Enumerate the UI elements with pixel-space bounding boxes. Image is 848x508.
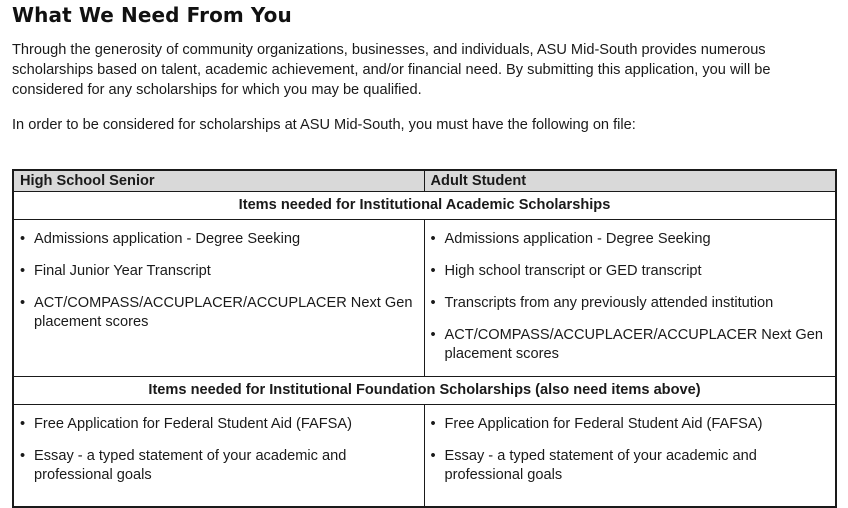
adult-academic-cell [424,220,836,377]
list-item: • High school transcript or GED transcript [425,262,836,281]
high-school-foundation-list [14,415,424,485]
scholarship-requirements-table [12,169,837,508]
column-header-adult-student: Adult Student [424,170,836,192]
section-title-foundation-scholarships: Items needed for Institutional Foundation Scholarships (also need items above) [13,377,836,405]
section-row-academic [13,192,836,220]
list-item: • Free Application for Federal Student Aid (FAFSA) [425,415,836,434]
list-item: • Admissions application - Degree Seeking [425,230,836,249]
intro-paragraph: Through the generosity of community organizations, businesses, and individuals, ASU Mid-South provides numerous scholarships based on talent, academic achievement, and/or financial need. By submitting this application, you will be considered for any scholarships for which you may be qualified. [12,42,771,98]
list-item: • ACT/COMPASS/ACCUPLACER/ACCUPLACER Next Gen placement scores [14,294,424,332]
list-item: • Free Application for Federal Student Aid (FAFSA) [14,415,424,434]
page-title: What We Need From You [12,3,292,27]
section-row-foundation [13,377,836,405]
adult-foundation-cell [424,405,836,508]
items-row-academic [13,220,836,377]
list-item: • ACT/COMPASS/ACCUPLACER/ACCUPLACER Next Gen placement scores [425,326,836,364]
adult-academic-list [425,230,836,364]
list-item: • Admissions application - Degree Seeking [14,230,424,249]
requirement-paragraph: In order to be considered for scholarships at ASU Mid-South, you must have the following on file: [12,117,636,133]
items-row-foundation [13,405,836,508]
section-title-academic-scholarships: Items needed for Institutional Academic Scholarships [13,192,836,220]
adult-foundation-list [425,415,836,485]
high-school-academic-cell [13,220,424,377]
high-school-foundation-cell [13,405,424,508]
list-item: • Final Junior Year Transcript [14,262,424,281]
column-header-high-school-senior: High School Senior [13,170,424,192]
list-item: • Transcripts from any previously attended institution [425,294,836,313]
header-row [13,170,836,192]
high-school-academic-list [14,230,424,332]
list-item: • Essay - a typed statement of your academic and professional goals [14,447,424,485]
list-item: • Essay - a typed statement of your academic and professional goals [425,447,836,485]
